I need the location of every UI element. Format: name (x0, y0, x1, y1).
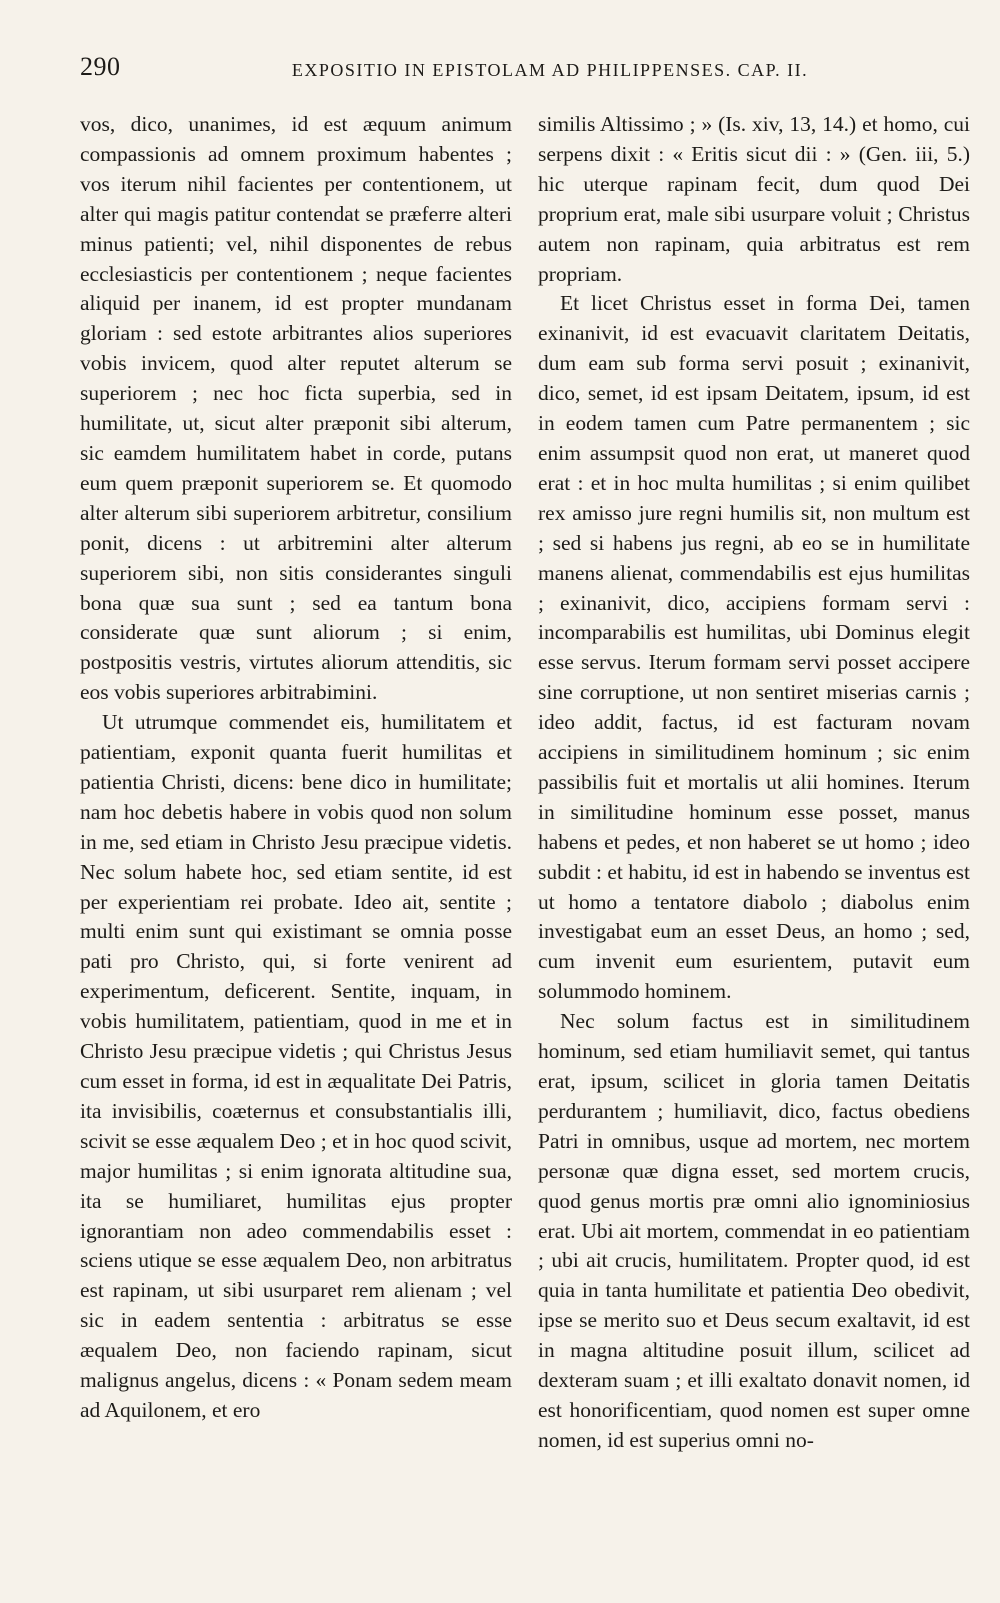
left-column (80, 110, 512, 1426)
right-column (538, 110, 970, 1456)
running-head: EXPOSITIO IN EPISTOLAM AD PHILIPPENSES. CAP. II. (291, 60, 809, 80)
paragraph: Ut utrumque commendet eis, humilitatem et patientiam, exponit quanta fuerit humilitas et patientia Christi, dicens: bene dico in humilitate; nam hoc debetis habere in vobis quod non solum in me, sed etiam in Christo Jesu præcipue videtis. Nec solum habete hoc, sed etiam sentite, id est per experientiam rei probate. Ideo ait, sentite ; multi enim sunt qui existimant se omnia posse pati pro Christo, qui, si forte venirent ad experimentum, deficerent. Sentite, inquam, in vobis humilitatem, patientiam, quod in me et in Christo Jesu præcipue videtis ; qui Christus Jesus cum esset in forma, id est in æqualitate Dei Patris, ita invisibilis, coæternus et consubstantialis illi, scivit se esse æqualem Deo ; et in hoc quod scivit, major humilitas ; si enim ignorata altitudine sua, ita se humiliaret, humilitas ejus propter ignorantiam non adeo commendabilis esset : sciens utique se esse æqualem Deo, non arbitratus est rapinam, ut sibi usurparet rem alienam ; vel sic in eadem sententia : arbitratus se esse æqualem Deo, non faciendo rapinam, sicut malignus angelus, dicens : « Ponam sedem meam ad Aquilonem, et ero (80, 710, 512, 1422)
paragraph: vos, dico, unanimes, id est æquum animum compassionis ad omnem proximum habentes ; vos iterum nihil facientes per contentionem, ut alter qui magis patitur contendat se præferre alteri minus patienti; vel, nihil disponentes de rebus ecclesiasticis per contentionem ; neque facientes aliquid per inanem, id est propter mundanam gloriam : sed estote arbitrantes alios superiores vobis invicem, quod alter reputet alterum se superiorem ; nec hoc ficta superbia, sed in humilitate, ut, sicut alter præponit sibi alterum, sic eamdem humilitatem habet in corde, putans eum quem præponit superiorem se. Et quomodo alter alterum sibi superiorem arbitretur, consilium ponit, dicens : ut arbitremini alter alterum superiorem sibi, non sitis considerantes singuli bona quæ sua sunt ; sed ea tantum bona considerate quæ sunt aliorum ; si enim, postpositis vestris, virtutes aliorum attenditis, sic eos vobis superiores arbitrabimini. (80, 112, 512, 705)
page-number: 290 (80, 52, 121, 81)
paragraph: Nec solum factus est in similitudinem hominum, sed etiam humiliavit semet, qui tantus erat, ipsum, scilicet in gloria tamen Deitatis perdurantem ; humiliavit, dico, factus obediens Patri in omnibus, usque ad mortem, nec mortem personæ quæ digna esset, sed mortem crucis, quod genus mortis præ omni alio ignominiosius erat. Ubi ait mortem, commendat in eo patientiam ; ubi ait crucis, humilitatem. Propter quod, id est quia in tanta humilitate et patientia Deo obedivit, ipse se merito suo et Deus secum exaltavit, id est in magna altitudine posuit illum, scilicet ad dexteram suam ; et illi exaltato donavit nomen, id est honorificentiam, quod nomen est super omne nomen, id est superius omni no- (538, 1009, 970, 1452)
page-header (80, 52, 970, 92)
paragraph: Et licet Christus esset in forma Dei, tamen exinanivit, id est evacuavit claritatem Deitatis, dum eam sub forma servi posuit ; exinanivit, dico, semet, id est ipsam Deitatem, ipsum, id est in eodem tamen cum Patre permanentem ; sic enim assumpsit quod non erat, ut maneret quod erat : et in hoc multa humilitas ; si enim quilibet rex amisso jure regni humilis sit, non multum est ; sed si habens jus regni, ab eo se in humilitate manens alienat, commendabilis est ejus humilitas ; exinanivit, dico, accipiens formam servi : incomparabilis est humilitas, ubi Dominus elegit esse servus. Iterum formam servi posset accipere sine corruptione, ut non sentiret miserias carnis ; ideo addit, factus, id est facturam novam accipiens in similitudinem hominum ; sic enim passibilis fuit et mortalis ut alii homines. Iterum in similitudine hominum esse posset, manus habens et pedes, et non haberet se ut homo ; ideo subdit : et habitu, id est in habendo se inventus est ut homo a tentatore diabolo ; diabolus enim investigabat eum an esset Deus, an homo ; sed, cum invenit eum esurientem, putavit eum solummodo hominem. (538, 291, 970, 1004)
paragraph: similis Altissimo ; » (Is. xiv, 13, 14.) et homo, cui serpens dixit : « Eritis sicut dii : » (Gen. iii, 5.) hic uterque rapinam fecit, dum quod Dei proprium erat, male sibi usurpare voluit ; Christus autem non rapinam, quia arbitratus est rem propriam. (538, 112, 970, 286)
